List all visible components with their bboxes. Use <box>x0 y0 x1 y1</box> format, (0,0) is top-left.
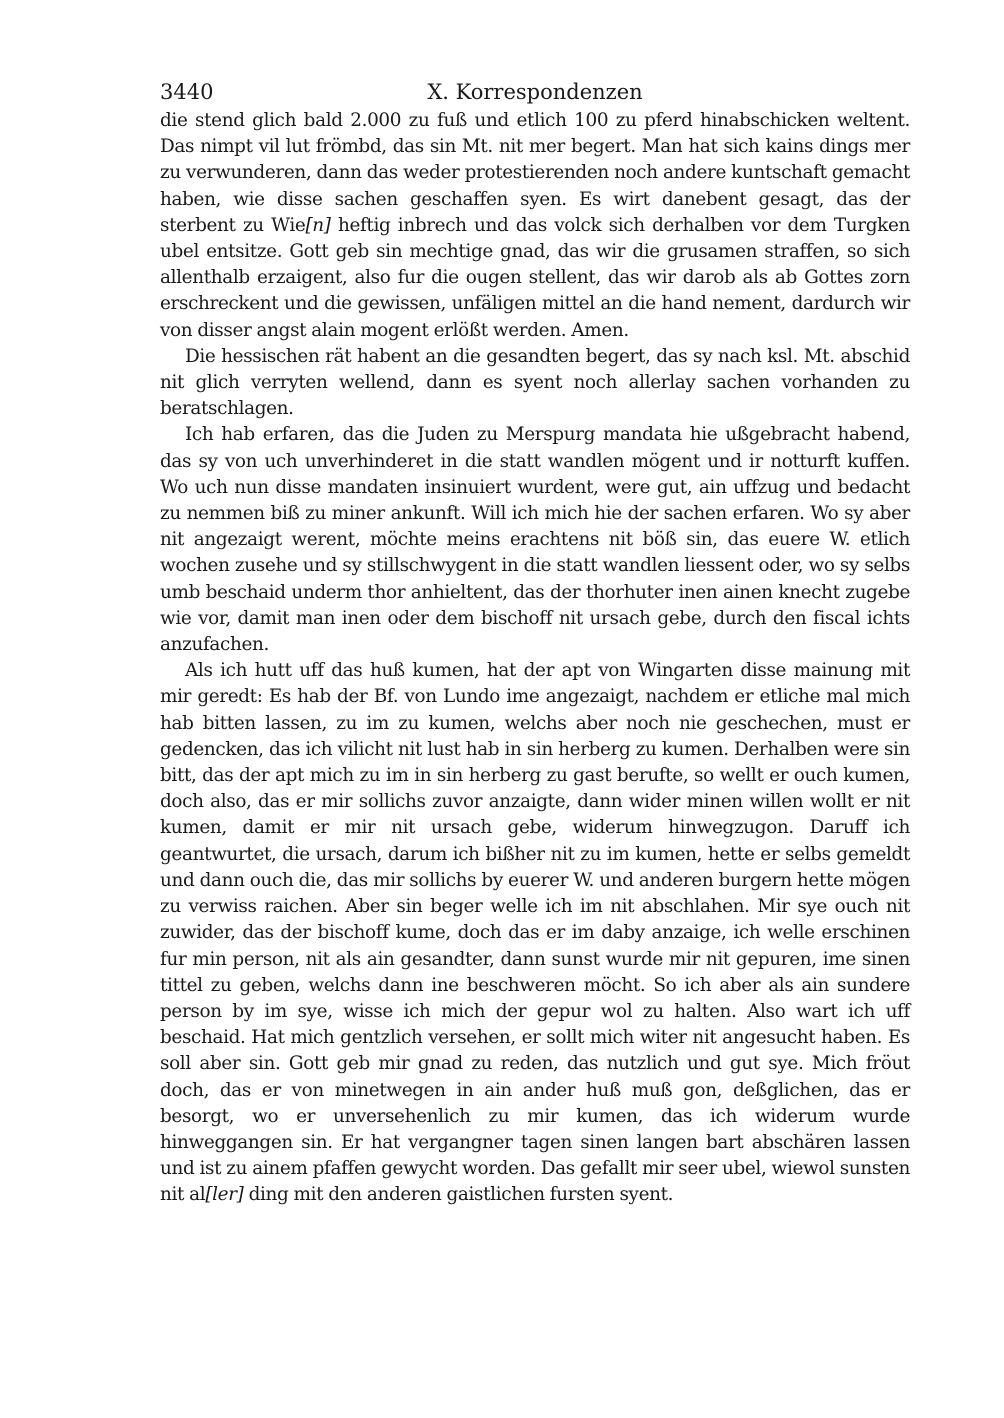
text-segment: ding mit den anderen gaistlichen fursten syent. <box>243 1184 674 1206</box>
page-number: 3440 <box>160 80 214 104</box>
paragraph <box>160 108 910 344</box>
page <box>160 76 910 1209</box>
text-segment: Ich hab erfaren, das die Juden zu Merspurg mandata hie ußgebracht habend, das sy von uch unverhinderet in die statt wandlen mögent und ir notturft kuffen. Wo uch nun disse mandaten insinuiert wurdent, were gut, ain uffzug und bedacht zu nemmen biß zu miner ankunft. Will ich mich hie der sachen erfaren. Wo sy aber nit angezaigt werent, möchte meins erachtens nit böß sin, das euere W. etlich wochen zusehe und sy stillschwygent in die statt wandlen liessent oder, wo sy selbs umb beschaid underm thor anhieltent, das der thorhuter inen ainen knecht zugebe wie vor, damit man inen oder dem bischoff nit ursach gebe, durch den fiscal ichts anzufachen. <box>160 424 910 656</box>
editorial-insertion: [ler] <box>205 1184 244 1206</box>
text-segment: Die hessischen rät habent an die gesandten begert, das sy nach ksl. Mt. abschid nit glich verryten wellend, dann es syent noch allerlay sachen vorhanden zu beratschlagen. <box>160 345 910 420</box>
text-segment: heftig inbrech und das volck sich derhalben vor dem Turgken ubel entsitze. Gott geb sin mechtige gnad, das wir die grusamen straffen, so sich allenthalb erzaigent, also fur die ougen stellent, das wir darob als ab Gottes zorn erschreckent und die gewissen, unfäligen mittel an die hand nement, dardurch wir von disser angst alain mogent erlößt werden. Amen. <box>160 214 910 341</box>
text-segment: die stend glich bald 2.000 zu fuß und etlich 100 zu pferd hinabschicken weltent. Das nimpt vil lut frömbd, das sin Mt. nit mer begert. Man hat sich kains dings mer zu verwunderen, dann das weder protestierenden noch andere kuntschaft gemacht haben, wie disse sachen geschaffen syen. Es wirt danebent gesagt, das der sterbent zu Wie <box>160 110 910 236</box>
paragraph <box>160 658 910 1208</box>
text-segment: Als ich hutt uff das huß kumen, hat der apt von Wingarten disse mainung mit mir geredt: Es hab der Bf. von Lundo ime angezaigt, nachdem er etliche mal mich hab bitten lassen, zu im zu kumen, welchs aber noch nie geschechen, must er gedencken, das ich vilicht nit lust hab in sin herberg zu kumen. Derhalben were sin bitt, das der apt mich zu im in sin herberg zu gast berufte, so wellt er ouch kumen, doch also, das er mir sollichs zuvor anzaigte, dann wider minen willen wollt er nit kumen, damit er mir nit ursach gebe, widerum hinwegzugon. Daruff ich geantwurtet, die ursach, darum ich bißher nit zu im kumen, hette er selbs gemeldt und dann ouch die, das mir sollichs by euerer W. und anderen burgern hette mögen zu verwiss raichen. Aber sin beger welle ich im nit abschlahen. Mir sye ouch nit zuwider, das der bischoff kume, doch das er im daby anzaige, ich welle erschinen fur min person, nit als ain gesandter, dann sunst wurde mir nit gepuren, ime sinen tittel zu geben, welchs dann ine beschweren möcht. So ich aber als ain sundere person by im sye, wisse ich mich der gepur wol zu halten. Also wart ich uff beschaid. Hat mich gentzlich versehen, er sollt mich witer nit angesucht haben. Es soll aber sin. Gott geb mir gnad zu reden, das nutzlich und gut sye. Mich fröut doch, das er von minetwegen in ain ander huß muß gon, deßglichen, das er besorgt, wo er unversehenlich zu mir kumen, das ich widerum wurde hinweggangen sin. Er hat vergangner tagen sinen langen bart abschären lassen und ist zu ainem pfaffen gewycht worden. Das gefallt mir seer ubel, wiewol sunsten nit al <box>160 660 910 1206</box>
editorial-insertion: [n] <box>305 214 331 236</box>
paragraph <box>160 422 910 658</box>
paragraph <box>160 344 910 423</box>
running-head <box>160 76 910 108</box>
body-text <box>160 108 910 1209</box>
running-title: X. Korrespondenzen <box>427 80 643 104</box>
